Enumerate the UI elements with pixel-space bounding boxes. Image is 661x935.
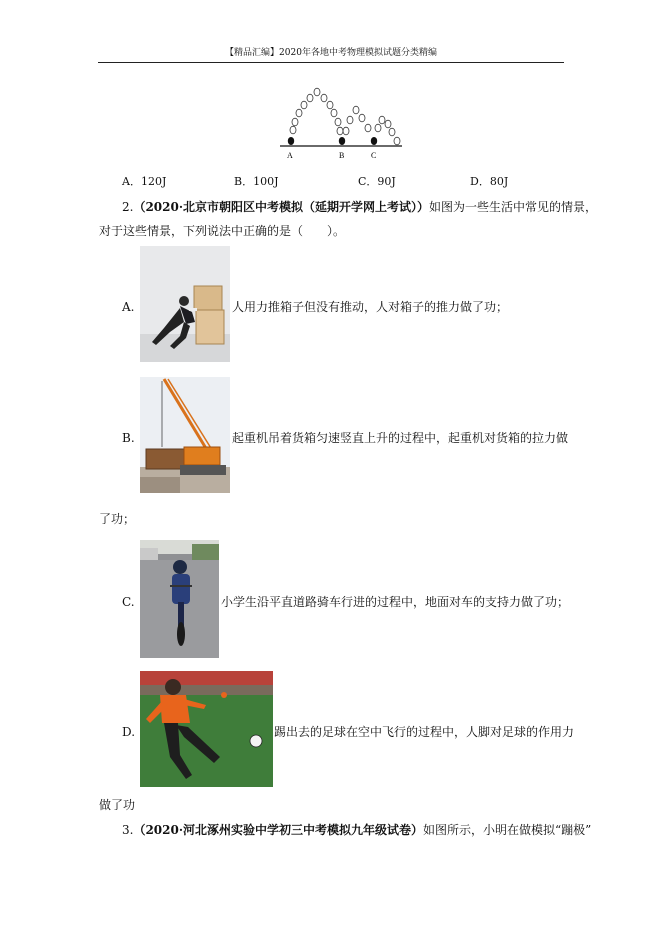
photo-crane	[140, 377, 230, 493]
label-b: B	[339, 151, 345, 160]
ball-at-a	[288, 137, 294, 145]
q3-stem: 如图所示，小明在做模拟“蹦极”	[423, 823, 592, 837]
q2-line1	[122, 199, 597, 215]
option-a-text: 人用力推箱子但没有推动，人对箱子的推力做了功；	[232, 300, 509, 314]
q3-source: （2020·河北涿州实验中学初三中考模拟九年级试卷）	[133, 823, 424, 837]
q2-stem: 如图为一些生活中常见的情景，	[429, 200, 598, 214]
option-a-letter: A.	[122, 300, 135, 314]
ball-at-b	[339, 137, 345, 145]
label-a: A	[287, 151, 293, 160]
option-c-letter: C.	[122, 595, 135, 609]
option-c-text: 小学生沿平直道路骑车行进的过程中，地面对车的支持力做了功；	[221, 595, 570, 609]
option-b-text: 起重机吊着货箱匀速竖直上升的过程中，起重机对货箱的拉力做	[232, 431, 569, 445]
q2-line2: 对于这些情景，下列说法中正确的是（ ）。	[99, 224, 346, 238]
photo-bike-rider	[140, 540, 219, 658]
q3-line1	[122, 822, 591, 838]
ball-at-c	[371, 137, 377, 145]
q3-number: 3.	[122, 823, 134, 837]
q2-number: 2.	[122, 200, 134, 214]
q2-source: （2020·北京市朝阳区中考模拟（延期开学网上考试））	[133, 200, 430, 214]
label-c: C	[371, 151, 377, 160]
photo-pushing-boxes	[140, 246, 230, 362]
option-b-continuation: 了功；	[99, 512, 136, 526]
prev-option-a: A．120J	[122, 175, 167, 188]
prev-option-b: B．100J	[234, 175, 279, 188]
option-d-text: 踢出去的足球在空中飞行的过程中，人脚对足球的作用力	[274, 725, 575, 739]
option-d-continuation: 做了功	[99, 798, 136, 812]
option-b-letter: B.	[122, 431, 135, 445]
photo-football-kick	[140, 671, 273, 787]
page-header: 【精品汇编】2020年各地中考物理模拟试题分类精编	[98, 46, 564, 63]
option-d-letter: D.	[122, 725, 136, 739]
prev-option-c: C．90J	[358, 175, 396, 188]
prev-option-d: D．80J	[470, 175, 509, 188]
bouncing-ball-figure	[276, 84, 406, 162]
